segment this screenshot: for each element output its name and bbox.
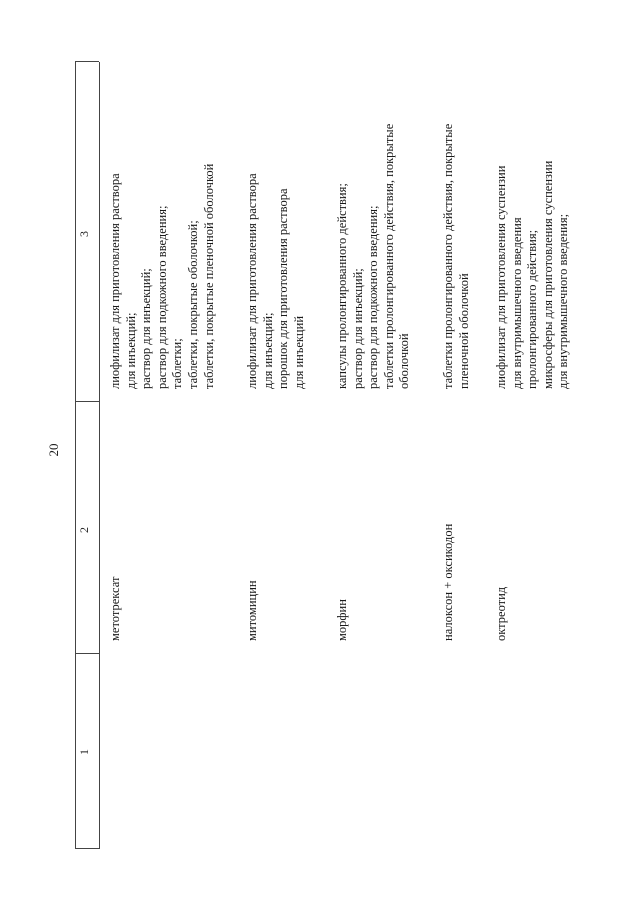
dosage-form-line: для инъекций [291,315,306,389]
table-header-bottom-border [99,62,100,849]
table-row-drug-name: метотрексат [108,576,122,641]
dosage-form-line: оболочкой [397,333,412,389]
dosage-form-line: для внутримышечного введения; [556,213,571,389]
table-row-dosage-forms [335,49,413,389]
dosage-form-line: для инъекций; [123,312,138,389]
column-number-2: 2 [77,527,91,533]
table-row-dosage-forms [494,49,572,389]
dosage-form-line: порошок для приготовления раствора [276,188,291,389]
dosage-form-line: таблетки пролонгированного действия, покрытые [441,123,455,389]
table-row-drug-name: октреотид [494,586,508,641]
dosage-form-line: лиофилизат для приготовления раствора [245,173,259,389]
dosage-form-line: раствор для инъекций; [139,268,154,389]
dosage-form-line: пленочной оболочкой [456,273,471,389]
dosage-form-line: для внутримышечного введения [509,217,524,389]
dosage-form-line: таблетки пролонгированного действия, покрытые [381,123,396,389]
dosage-form-line: таблетки; [170,338,185,389]
dosage-form-line: раствор для подкожного введения; [366,205,381,389]
dosage-form-line: раствор для подкожного введения; [154,205,169,389]
column-number-1: 1 [77,749,91,755]
table-row-drug-name: морфин [335,599,349,641]
page-number: 20 [46,443,61,457]
table-row-drug-name: налоксон + оксикодон [441,523,455,641]
table-row-dosage-forms [245,49,307,389]
table-row-drug-name: митомицин [245,580,259,641]
column-1-left-border [75,848,99,849]
dosage-form-line: для инъекций; [260,312,275,389]
dosage-form-line: лиофилизат для приготовления суспензии [494,165,508,389]
dosage-form-line: капсулы пролонгированного действия; [335,183,349,389]
column-number-3: 3 [77,231,91,237]
column-3-left-border [75,401,99,402]
dosage-form-line: лиофилизат для приготовления раствора [108,173,122,389]
dosage-form-line: раствор для инъекций; [350,268,365,389]
table-row-dosage-forms [441,49,472,389]
table-top-border [75,62,76,849]
dosage-form-line: таблетки, покрытые оболочкой; [185,220,200,389]
column-2-left-border [75,653,99,654]
table-row-dosage-forms [108,49,217,389]
dosage-form-line: микросферы для приготовления суспензии [540,160,555,389]
dosage-form-line: таблетки, покрытые пленочной оболочкой [201,163,216,389]
table-right-border [75,61,99,62]
dosage-form-line: пролонгированного действия; [525,229,540,389]
